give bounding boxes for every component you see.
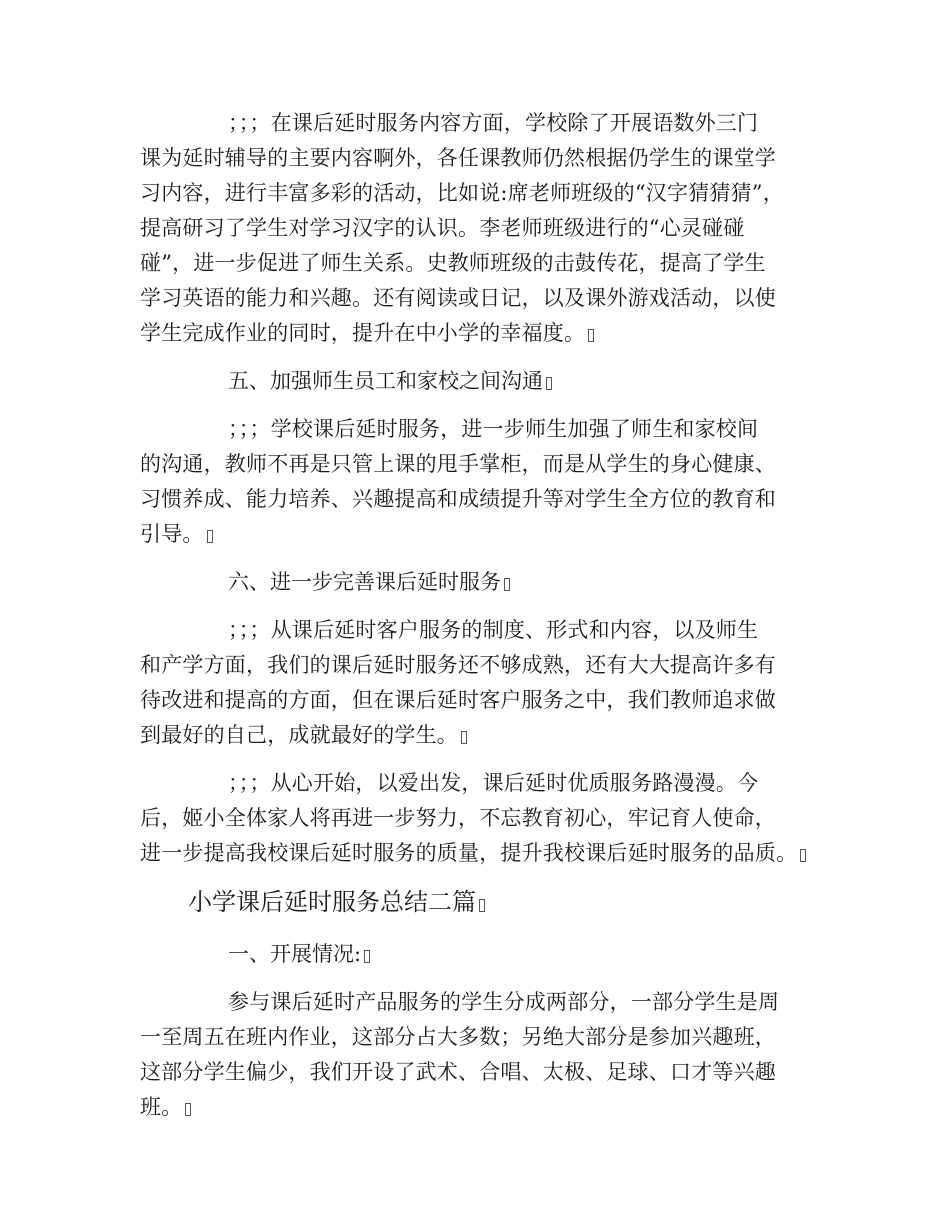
paragraph-text: 到最好的自己，成就最好的学生。 (140, 723, 458, 747)
paragraph-line: ；；；从课后延时客户服务的制度、形式和内容，以及师生 (228, 618, 759, 642)
paragraph-mark-icon (588, 329, 594, 342)
paragraph-text: 引导。 (140, 522, 204, 546)
paragraph-mark-icon (364, 950, 370, 963)
section-heading-text: 六、进一步完善课后延时服务 (228, 570, 501, 594)
paragraph-text: 学生完成作业的同时，提升在中小学的幸福度。 (140, 321, 586, 345)
paragraph-line-last (140, 1092, 191, 1122)
section-heading (228, 939, 370, 969)
paragraph-line: 习内容，进行丰富多彩的活动，比如说:席老师班级的“汉字猜猜猜”， (140, 181, 784, 205)
paragraph-line: 这部分学生偏少，我们开设了武术、合唱、太极、足球、口才等兴趣 (140, 1060, 776, 1084)
paragraph-line: 参与课后延时产品服务的学生分成两部分，一部分学生是周 (228, 990, 780, 1014)
paragraph-line: ；；；学校课后延时服务，进一步师生加强了师生和家校间 (228, 417, 759, 441)
paragraph-line: 的沟通，教师不再是只管上课的甩手掌柜，而是从学生的身心健康、 (140, 452, 776, 476)
section-heading-text: 一、开展情况: (228, 942, 362, 966)
paragraph-line: 一至周五在班内作业，这部分占大多数；另绝大部分是参加兴趣班， (140, 1025, 776, 1049)
paragraph-line-last (140, 519, 213, 549)
paragraph-line-last (140, 720, 467, 750)
paragraph-text: 进一步提高我校课后延时服务的质量，提升我校课后延时服务的品质。 (140, 841, 798, 865)
paragraph-line: ；；；从心开始，以爱出发，课后延时优质服务路漫漫。今 (228, 771, 759, 795)
section-heading (228, 366, 552, 396)
section-heading-text: 五、加强师生员工和家校之间沟通 (228, 369, 543, 393)
paragraph-line: 和产学方面，我们的课后延时服务还不够成熟，还有大大提高许多有 (140, 653, 776, 677)
paragraph-line: 碰”，进一步促进了师生关系。史教师班级的击鼓传花，提高了学生 (140, 251, 766, 275)
document-title (188, 886, 485, 918)
paragraph-mark-icon (207, 530, 213, 543)
paragraph-line: 提高研习了学生对学习汉字的认识。李老师班级进行的“心灵碰碰 (140, 216, 745, 240)
paragraph-line: 待改进和提高的方面，但在课后延时客户服务之中，我们教师追求做 (140, 688, 776, 712)
document-title-text: 小学课后延时服务总结二篇 (188, 888, 476, 916)
paragraph-text: 班。 (140, 1095, 183, 1119)
paragraph-line-last (140, 318, 594, 348)
paragraph-mark-icon (479, 899, 485, 912)
paragraph-line: 学习英语的能力和兴趣。还有阅读或日记，以及课外游戏活动，以使 (140, 286, 776, 310)
paragraph-line-last (140, 838, 806, 868)
paragraph-mark-icon (185, 1103, 191, 1116)
paragraph-line: ；；；在课后延时服务内容方面，学校除了开展语数外三门 (228, 111, 759, 135)
paragraph-mark-icon (800, 849, 806, 862)
paragraph-mark-icon (504, 578, 510, 591)
paragraph-line: 课为延时辅导的主要内容啊外，各任课教师仍然根据仍学生的课堂学 (140, 146, 776, 170)
paragraph-line: 后，姬小全体家人将再进一步努力，不忘教育初心，牢记育人使命， (140, 806, 776, 830)
paragraph-mark-icon (546, 377, 552, 390)
paragraph-mark-icon (461, 731, 467, 744)
section-heading (228, 567, 510, 597)
paragraph-line: 习惯养成、能力培养、兴趣提高和成绩提升等对学生全方位的教育和 (140, 487, 776, 511)
